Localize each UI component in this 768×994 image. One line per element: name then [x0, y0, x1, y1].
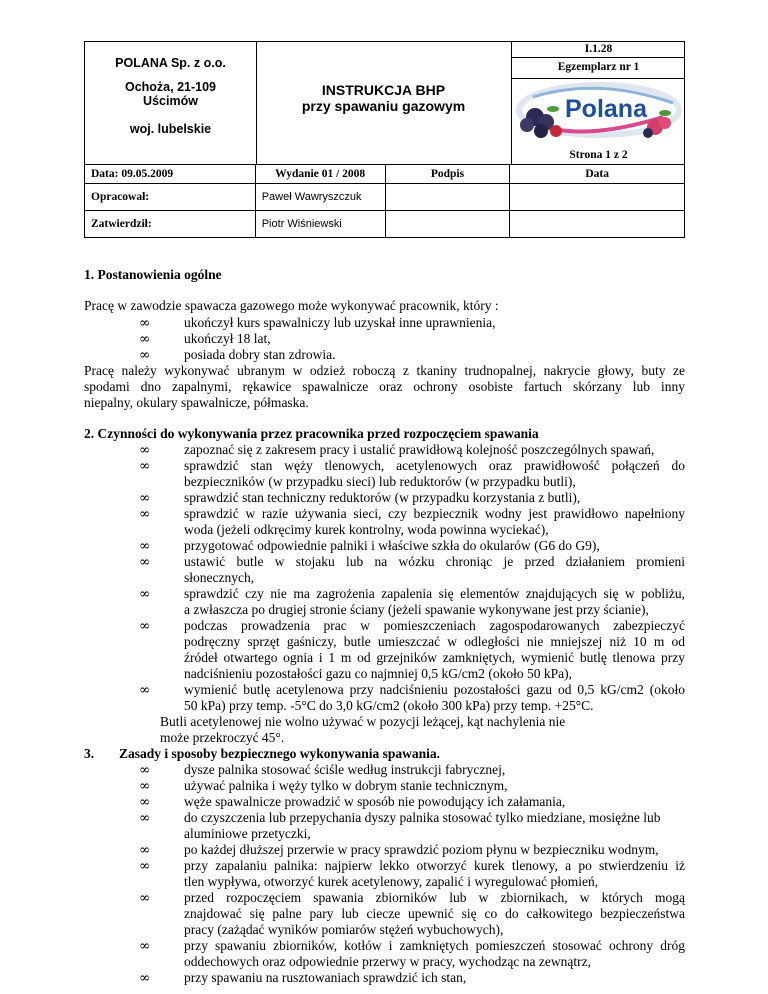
- company-address-line2: Uścimów: [143, 94, 198, 108]
- signature-cell: [385, 211, 510, 238]
- section-2-note: Butli acetylenowej nie wolno używać w pozycji leżącej, kąt nachylenia nie: [160, 714, 566, 729]
- polana-logo: [513, 79, 684, 149]
- signature-cell: [385, 184, 510, 211]
- section-1-heading: 1. Postanowienia ogólne: [84, 267, 222, 282]
- list-item: podczas prowadzenia prac w pomieszczeniach zagospodarowanych zabezpieczyć: [184, 618, 685, 633]
- bullet-icon: ∞: [139, 538, 151, 554]
- logo-wordmark: Polana: [565, 95, 647, 123]
- paragraph-line: spodami dno zapalnymi, rękawice spawalnicze oraz ochrony osobiste fartuch skórzany lub inny: [84, 379, 685, 394]
- bullet-icon: ∞: [139, 842, 151, 858]
- list-item: sprawdzić czy nie ma zagrożenia zapalenia się elementów znajdujących się w pobliżu,: [184, 586, 685, 601]
- copy-number: Egzemplarz nr 1: [557, 61, 640, 73]
- edition-cell: Wydanie 01 / 2008: [255, 165, 385, 184]
- paragraph-line: Pracę należy wykonywać ubranym w odzież roboczą z tkaniny trudnopalnej, nakrycie głowy, buty ze: [84, 363, 685, 378]
- list-item: po każdej dłuższej przerwie w pracy sprawdzić poziom płynu w bezpieczniku wodnym,: [184, 842, 659, 857]
- section-2-note: może przekroczyć 45°.: [160, 730, 285, 745]
- list-item-cont: podręczny sprzęt gaśniczy, butle umieszczać w odległości nie mniejszej niż 10 m od: [184, 634, 685, 649]
- list-item: sprawdzić stan węży tlenowych, acetylenowych oraz prawidłowość połączeń do: [184, 458, 685, 473]
- list-item: dysze palnika stosować ściśle według instrukcji fabrycznej,: [184, 762, 506, 777]
- bullet-icon: ∞: [139, 586, 151, 602]
- name-cell: Piotr Wiśniewski: [255, 211, 385, 238]
- paragraph-line: niepalny, okulary spawalnicze, półmaska.: [84, 395, 309, 410]
- list-item-cont: woda (jeżeli odkręcimy kurek kontrolny, woda powinna wyciekać),: [184, 522, 549, 537]
- bullet-icon: ∞: [139, 794, 151, 810]
- bullet-icon: ∞: [139, 458, 151, 474]
- list-item: przygotować odpowiednie palniki i właściwe szkła do okularów (G6 do G9),: [184, 538, 600, 553]
- list-item-cont: źródeł otwartego ognia i 1 m od grzejników zamkniętych, wymienić butlę tlenowa przy: [184, 650, 685, 665]
- list-item: wymienić butlę acetylenowa przy nadciśnieniu pozostałości gazu od 0,5 kG/cm2 (około: [184, 682, 685, 697]
- bullet-icon: ∞: [139, 858, 151, 874]
- table-row: [85, 184, 685, 211]
- list-item: przy spawaniu na rusztowaniach sprawdzić ich stan,: [184, 970, 467, 985]
- list-item-cont: pracy (zażądać wyników pomiarów stężeń wybuchowych),: [184, 922, 504, 937]
- list-item-cont: bezpieczników (w przypadku sieci) lub reduktorów (w przypadku butli),: [184, 474, 576, 489]
- bullet-icon: ∞: [139, 682, 151, 698]
- document-number: I.1.28: [584, 43, 613, 55]
- bullet-icon: ∞: [139, 938, 151, 954]
- section-3-number: 3.: [84, 746, 95, 761]
- role-cell: Opracował:: [85, 184, 256, 211]
- list-item: ukończył kurs spawalniczy lub uzyskał inne uprawnienia,: [184, 315, 496, 330]
- list-item: do czyszczenia lub przepychania dyszy palnika stosować tylko miedziane, mosiężne lub: [184, 810, 661, 825]
- table-row: [85, 211, 685, 238]
- company-name: POLANA Sp. z o.o.: [115, 56, 226, 70]
- section-1-intro: Pracę w zawodzie spawacza gazowego może wykonywać pracownik, który :: [84, 298, 499, 313]
- list-item: ukończył 18 lat,: [184, 331, 271, 346]
- bullet-icon: ∞: [139, 554, 151, 570]
- list-item-cont: a zwłaszcza po drugiej stronie ściany (jeżeli spawanie wykonywane jest przy ścianie),: [184, 602, 649, 617]
- signature-date-cell: [510, 184, 685, 211]
- list-item: używać palnika i węży tylko w dobrym stanie technicznym,: [184, 778, 508, 793]
- list-item: przy zapalaniu palnika: najpierw lekko otworzyć kurek tlenowy, a po stwierdzeniu iż: [184, 858, 685, 873]
- list-item: ustawić butle w stojaku lub na wózku chroniąc je przed działaniem promieni: [184, 554, 685, 569]
- bullet-icon: ∞: [139, 970, 151, 986]
- date-cell: Data: 09.05.2009: [85, 165, 256, 184]
- bullet-icon: ∞: [139, 347, 151, 363]
- list-item: przy spawaniu zbiorników, kotłów i zamkniętych pomieszczeń stosować ochrony dróg: [184, 938, 685, 953]
- bullet-icon: ∞: [139, 442, 151, 458]
- list-item-cont: znajdować się palne pary lub ciecze upewnić się co do całkowitego bezpieczeństwa: [184, 906, 685, 921]
- section-2-heading: 2. Czynności do wykonywania przez pracownika przed rozpoczęciem spawania: [84, 426, 539, 441]
- document-header: [84, 41, 685, 165]
- role-cell: Zatwierdził:: [85, 211, 256, 238]
- list-item: sprawdzić stan techniczny reduktorów (w przypadku korzystania z butli),: [184, 490, 581, 505]
- list-item-cont: słonecznych,: [184, 570, 255, 585]
- table-row: [85, 165, 685, 184]
- bullet-icon: ∞: [139, 315, 151, 331]
- approval-table: [84, 164, 685, 238]
- bullet-icon: ∞: [139, 810, 151, 826]
- bullet-icon: ∞: [139, 778, 151, 794]
- bullet-icon: ∞: [139, 490, 151, 506]
- company-address-line1: Ochoża, 21-109: [124, 80, 216, 94]
- list-item: posiada dobry stan zdrowia.: [184, 347, 336, 362]
- list-item: węże spawalnicze prowadzić w sposób nie powodujący ich załamania,: [184, 794, 566, 809]
- list-item: sprawdzić w razie używania sieci, czy bezpiecznik wodny jest prawidłowo napełniony: [184, 506, 685, 521]
- date-header: Data: [510, 165, 685, 184]
- list-item-cont: 50 kPa) przy temp. -5°C do 3,0 kG/cm2 (około 300 kPa) przy temp. +25°C.: [184, 698, 594, 713]
- list-item-cont: tlen wypływa, otworzyć kurek acetylenowy, zapalić i wyregulować płomień,: [184, 874, 599, 889]
- signature-date-cell: [510, 211, 685, 238]
- bullet-icon: ∞: [139, 890, 151, 906]
- list-item-cont: aluminiowe przetyczki,: [184, 826, 311, 841]
- bullet-icon: ∞: [139, 331, 151, 347]
- name-cell: Paweł Wawryszczuk: [255, 184, 385, 211]
- company-region: woj. lubelskie: [129, 122, 212, 136]
- bullet-icon: ∞: [139, 506, 151, 522]
- list-item: przed rozpoczęciem spawania zbiorników lub w zbiornikach, w których mogą: [184, 890, 685, 905]
- signature-header: Podpis: [385, 165, 510, 184]
- document-title: INSTRUKCJA BHP: [321, 82, 446, 98]
- bullet-icon: ∞: [139, 762, 151, 778]
- list-item-cont: oddechowych oraz odpowiednie przerwy w pracy, wychodząc na zewnątrz,: [184, 954, 591, 969]
- section-3-heading: Zasady i sposoby bezpiecznego wykonywania spawania.: [119, 746, 441, 761]
- page-number: Strona 1 z 2: [569, 149, 628, 161]
- document-subtitle: przy spawaniu gazowym: [301, 98, 466, 114]
- bullet-icon: ∞: [139, 618, 151, 634]
- list-item: zapoznać się z zakresem pracy i ustalić prawidłową kolejność poszczególnych spawań,: [184, 442, 655, 457]
- list-item-cont: nadciśnieniu pozostałości gazu co najmniej 0,5 kG/cm2 (około 50 kPa),: [184, 666, 573, 681]
